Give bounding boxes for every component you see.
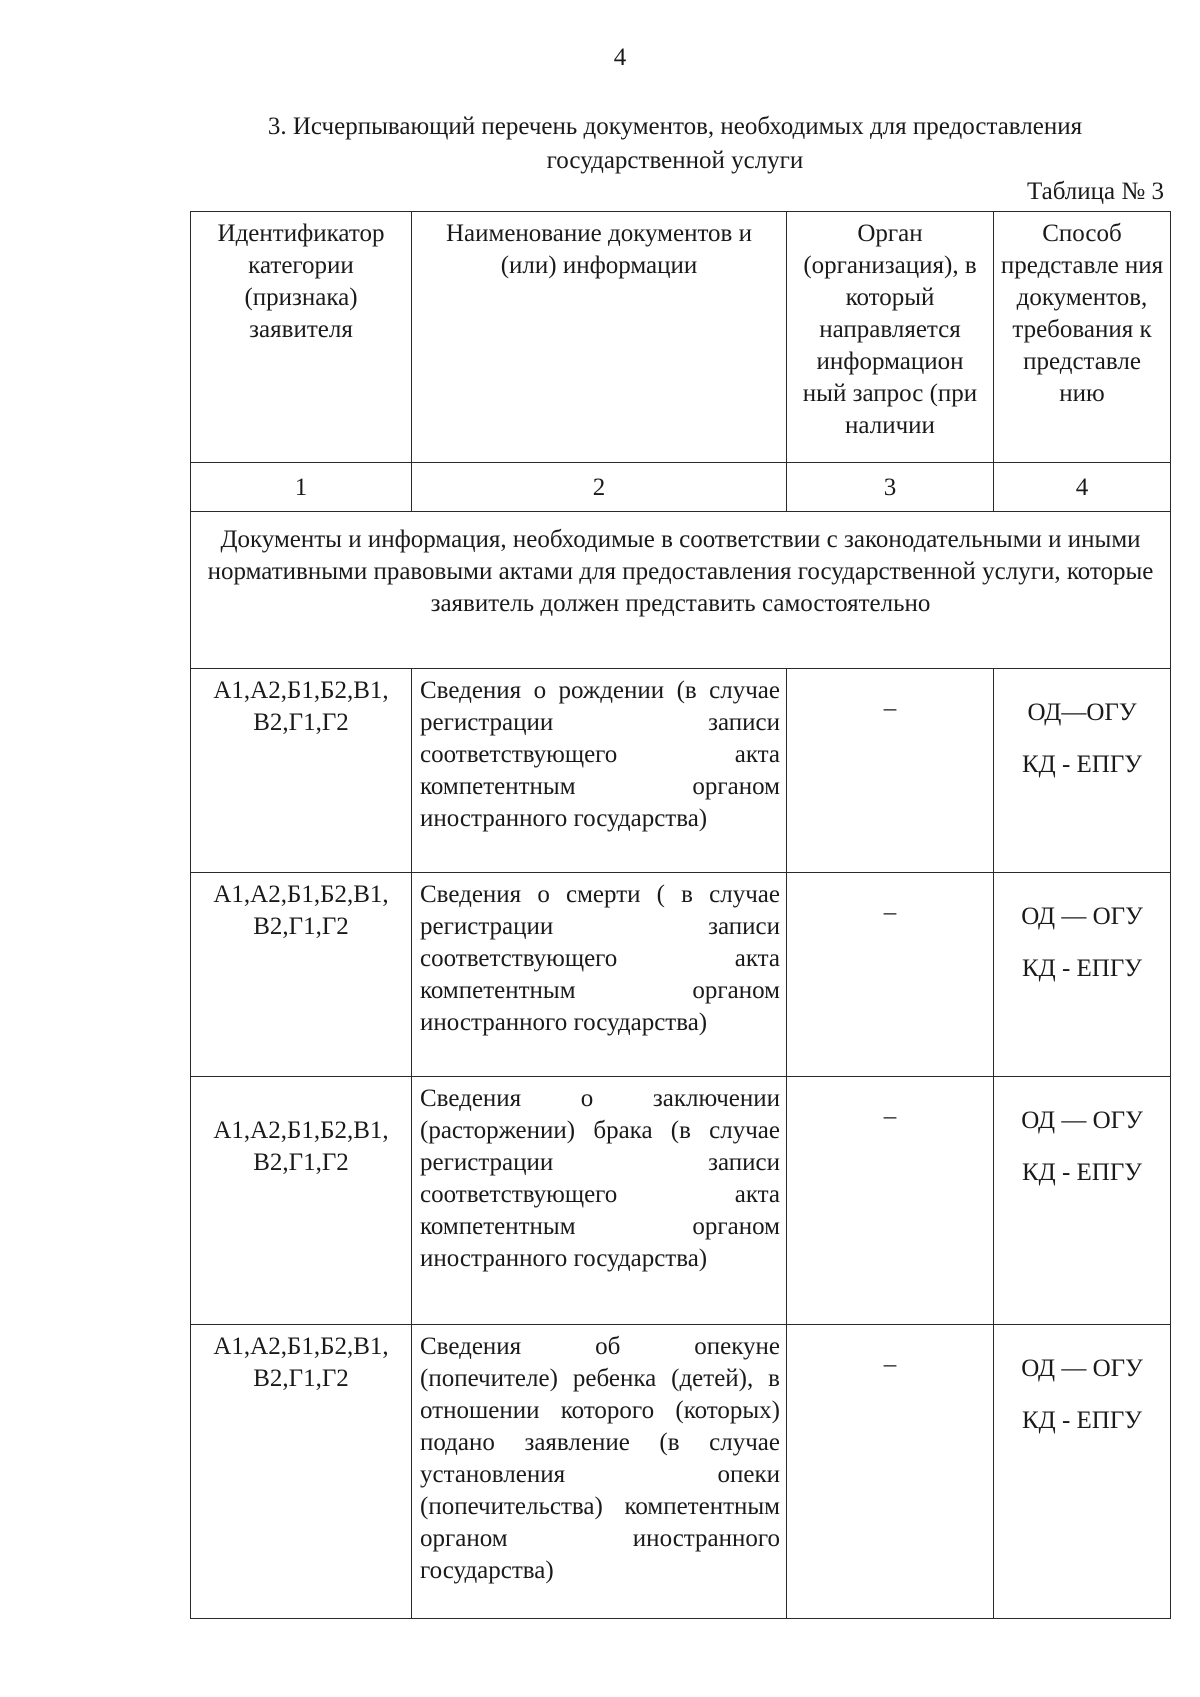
- table-row: [191, 1077, 1171, 1325]
- column-number: 1: [191, 463, 412, 512]
- page-number: 4: [613, 44, 627, 71]
- table-row: [191, 669, 1171, 873]
- header-applicant-category: Идентификатор категории (признака) заявителя: [191, 212, 412, 463]
- section-heading: Документы и информация, необходимые в соответствии с законодательными и иными нормативными правовыми актами для предоставления государственной услуги, которые заявитель должен представить самостоятельно: [191, 512, 1171, 669]
- column-number-row: [191, 463, 1171, 512]
- documents-table: [190, 211, 1171, 1619]
- authority: –: [787, 669, 994, 873]
- submission-method-copy: КД - ЕПГУ: [1021, 751, 1143, 778]
- document-title-line-1: 3. Исчерпывающий перечень документов, необходимых для предоставления: [267, 113, 1083, 140]
- submission-method-original: ОД—ОГУ: [1027, 699, 1137, 726]
- document-name: Сведения о заключении (расторжении) брака (в случае регистрации записи соответствующего акта компетентным органом иностранного государства): [412, 1077, 787, 1325]
- applicant-category: А1,А2,Б1,Б2,В1, В2,Г1,Г2: [191, 1077, 412, 1325]
- header-authority: Орган (организация), в который направляется информацион ный запрос (при наличии: [787, 212, 994, 463]
- submission-method-copy: КД - ЕПГУ: [1021, 1159, 1143, 1186]
- column-number: 2: [412, 463, 787, 512]
- applicant-category: А1,А2,Б1,Б2,В1, В2,Г1,Г2: [191, 873, 412, 1077]
- submission-method: [994, 1077, 1171, 1325]
- table-caption: Таблица № 3: [1026, 178, 1164, 205]
- table-row: [191, 1325, 1171, 1619]
- authority: –: [787, 873, 994, 1077]
- document-name: Сведения об опекуне (попечителе) ребенка (детей), в отношении которого (которых) подано заявление (в случае установления опеки (попечительства) компетентным органом иностранного государства): [412, 1325, 787, 1619]
- header-submission-method: Способ представле ния документов, требования к представле нию: [994, 212, 1171, 463]
- header-document-name: Наименование документов и (или) информации: [412, 212, 787, 463]
- authority: –: [787, 1077, 994, 1325]
- applicant-category: А1,А2,Б1,Б2,В1, В2,Г1,Г2: [191, 1325, 412, 1619]
- submission-method: [994, 669, 1171, 873]
- submission-method-copy: КД - ЕПГУ: [1021, 955, 1143, 982]
- authority: –: [787, 1325, 994, 1619]
- column-number: 4: [994, 463, 1171, 512]
- document-name: Сведения о смерти ( в случае регистрации записи соответствующего акта компетентным органом иностранного государства): [412, 873, 787, 1077]
- applicant-category: А1,А2,Б1,Б2,В1, В2,Г1,Г2: [191, 669, 412, 873]
- submission-method-original: ОД — ОГУ: [1021, 1355, 1143, 1382]
- submission-method-copy: КД - ЕПГУ: [1021, 1407, 1143, 1434]
- document-title: [185, 110, 1165, 178]
- submission-method: [994, 873, 1171, 1077]
- submission-method-original: ОД — ОГУ: [1021, 1107, 1143, 1134]
- document-name: Сведения о рождении (в случае регистрации записи соответствующего акта компетентным органом иностранного государства): [412, 669, 787, 873]
- section-heading-row: [191, 512, 1171, 669]
- submission-method: [994, 1325, 1171, 1619]
- column-number: 3: [787, 463, 994, 512]
- table-row: [191, 873, 1171, 1077]
- document-title-line-2: государственной услуги: [546, 147, 804, 174]
- table-header-row: [191, 212, 1171, 463]
- submission-method-original: ОД — ОГУ: [1021, 903, 1143, 930]
